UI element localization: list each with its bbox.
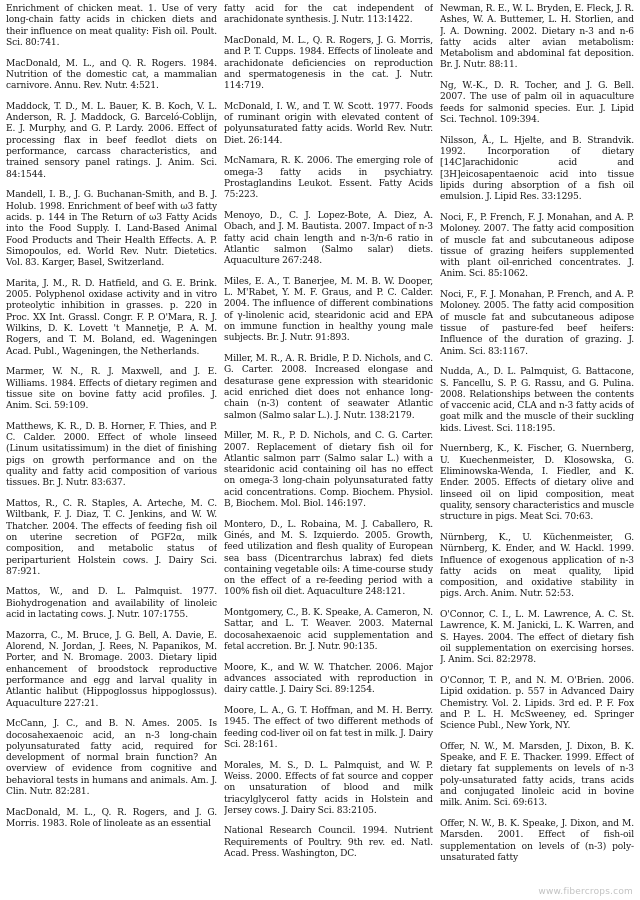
- reference-entry: Miller, M. R., A. R. Bridle, P. D. Nichols, and C. G. Carter. 2008. Increased elongase and desaturase gene expression with stearidonic acid enriched diet does not enhance long-chain (n-3) content of seawater Atlantic salmon (Salmo salar L.). J. Nutr. 138:2179.: [224, 354, 433, 421]
- reference-entry: Mazorra, C., M. Bruce, J. G. Bell, A. Davie, E. Alorend, N. Jordan, J. Rees, N. Papanikos, M. Porter, and N. Bromage. 2003. Dietary lipid enhancement of broodstock reproductive performance and egg and larval quality in Atlantic halibut (Hippoglossus hippoglossus). Aquaculture 227:21.: [6, 630, 217, 709]
- reference-entry: Nuernberg, K., K. Fischer, G. Nuernberg, U. Kuechenmeister, D. Klosowska, G. Eliminowska-Wenda, I. Fiedler, and K. Ender. 2005. Effects of dietary olive and linseed oil on lipid composition, meat quality, sensory characteristics and muscle structure in pigs. Meat Sci. 70:63.: [440, 444, 634, 523]
- reference-page: [6, 4, 634, 896]
- reference-entry: MacDonald, M. L., Q. R. Rogers, J. G. Morris, and P. T. Cupps. 1984. Effects of linoleate and arachidonate deficiencies on reproduction and spermatogenesis in the cat. J. Nutr. 114:719.: [224, 35, 433, 92]
- reference-entry: Matthews, K. R., D. B. Horner, F. Thies, and P. C. Calder. 2000. Effect of whole linseed (Linum usitatissimum) in the diet of finishing pigs on growth performance and on the quality and fatty acid composition of various tissues. Br. J. Nutr. 83:637.: [6, 421, 217, 489]
- reference-entry: McNamara, R. K. 2006. The emerging role of omega-3 fatty acids in psychiatry. Prostaglandins Leukot. Essent. Fatty Acids 75:223.: [224, 156, 433, 201]
- reference-entry: McCann, J. C., and B. N. Ames. 2005. Is docosahexaenoic acid, an n-3 long-chain polyunsaturated fatty acid, required for development of normal brain function? An overview of evidence from cognitive and behavioral tests in humans and animals. Am. J. Clin. Nutr. 82:281.: [6, 719, 217, 798]
- reference-entry: Newman, R. E., W. L. Bryden, E. Fleck, J. R. Ashes, W. A. Buttemer, L. H. Storlien, and J. A. Downing. 2002. Dietary n-3 and n-6 fatty acids alter avian metabolism: Metabolism and abdominal fat deposition. Br. J. Nutr. 88:11.: [440, 4, 634, 71]
- reference-entry: Noci, F., F. J. Monahan, P. French, and A. P. Moloney. 2005. The fatty acid composition of muscle fat and subcutaneous adipose tissue of pasture-fed beef heifers: Influence of the duration of grazing. J. Anim. Sci. 83:1167.: [440, 290, 634, 357]
- reference-entry: Montero, D., L. Robaina, M. J. Caballero, R. Ginés, and M. S. Izquierdo. 2005. Growth, feed utilization and flesh quality of European sea bass (Dicentrarchus labrax) fed diets containing vegetable oils: A time-course study on the effect of a re-feeding period with a 100% fish oil diet. Aquaculture 248:121.: [224, 519, 433, 598]
- reference-entry: fatty acid for the cat independent of arachidonate synthesis. J. Nutr. 113:1422.: [224, 4, 433, 26]
- reference-entry: Nilsson, Å., L. Hjelte, and B. Strandvik. 1992. Incorporation of dietary [14C]arachidonic acid and [3H]eicosapentaenoic acid into tissue lipids during absorption of a fish oil emulsion. J. Lipid Res. 33:1295.: [440, 135, 634, 203]
- reference-entry: MacDonald, M. L., and Q. R. Rogers. 1984. Nutrition of the domestic cat, a mammalian carnivore. Annu. Rev. Nutr. 4:521.: [6, 58, 217, 92]
- reference-entry: McDonald, I. W., and T. W. Scott. 1977. Foods of ruminant origin with elevated content of polyunsaturated fatty acids. World Rev. Nutr. Diet. 26:144.: [224, 101, 433, 146]
- reference-entry: Marita, J. M., R. D. Hatfield, and G. E. Brink. 2005. Polyphenol oxidase activity and in vitro proteolytic inhibition in grasses. p. 220 in Proc. XX Int. Grassl. Congr. F. P. O'Mara, R. J. Wilkins, D. K. Lovett 't Mannetje, P. A. M. Rogers, and T. M. Boland, ed. Wageningen Acad. Publ., Wageningen, the Netherlands.: [6, 278, 217, 357]
- reference-entry: Moore, K., and W. W. Thatcher. 2006. Major advances associated with reproduction in dairy cattle. J. Dairy Sci. 89:1254.: [224, 662, 433, 696]
- reference-entry: Ng, W.-K., D. R. Tocher, and J. G. Bell. 2007. The use of palm oil in aquaculture feeds for salmonid species. Eur. J. Lipid Sci. Technol. 109:394.: [440, 81, 634, 126]
- reference-entry: National Research Council. 1994. Nutrient Requirements of Poultry. 9th rev. ed. Natl. Acad. Press. Washington, DC.: [224, 826, 433, 860]
- reference-entry: Miller, M. R., P. D. Nichols, and C. G. Carter. 2007. Replacement of dietary fish oil for Atlantic salmon parr (Salmo salar L.) with a stearidonic acid containing oil has no effect on omega-3 long-chain polyunsaturated fatty acid concentrations. Comp. Biochem. Physiol. B, Biochem. Mol. Biol. 146:197.: [224, 431, 433, 510]
- reference-entry: Morales, M. S., D. L. Palmquist, and W. P. Weiss. 2000. Effects of fat source and copper on unsaturation of blood and milk triacylglycerol fatty acids in Holstein and Jersey cows. J. Dairy Sci. 83:2105.: [224, 760, 433, 816]
- reference-entry: Nudda, A., D. L. Palmquist, G. Battacone, S. Fancellu, S. P. G. Rassu, and G. Pulina. 2008. Relationships between the contents of vaccenic acid, CLA and n-3 fatty acids of goat milk and the muscle of their suckling kids. Livest. Sci. 118:195.: [440, 367, 634, 434]
- reference-entry: Offer, N. W., B. K. Speake, J. Dixon, and M. Marsden. 2001. Effect of fish-oil supplementation on levels of (n-3) poly-unsaturated fatty: [440, 819, 634, 863]
- reference-entry: Maddock, T. D., M. L. Bauer, K. B. Koch, V. L. Anderson, R. J. Maddock, G. Barceló-Coblijn, E. J. Murphy, and G. P. Lardy. 2006. Effect of processing flax in beef feedlot diets on performance, carcass characteristics, and trained sensory panel ratings. J. Anim. Sci. 84:1544.: [6, 101, 217, 180]
- reference-column-left: [6, 4, 217, 896]
- reference-entry: Noci, F., P. French, F. J. Monahan, and A. P. Moloney. 2007. The fatty acid composition of muscle fat and subcutaneous adipose tissue of grazing heifers supplemented with plant oil-enriched concentrates. J. Anim. Sci. 85:1062.: [440, 212, 634, 280]
- reference-entry: Mattos, R., C. R. Staples, A. Arteche, M. C. Wiltbank, F. J. Diaz, T. C. Jenkins, and W. W. Thatcher. 2004. The effects of feeding fish oil on uterine secretion of PGF2α, milk composition, and metabolic status of periparturient Holstein cows. J. Dairy Sci. 87:921.: [6, 499, 217, 577]
- reference-entry: Menoyo, D., C. J. Lopez-Bote, A. Diez, A. Obach, and J. M. Bautista. 2007. Impact of n-3 fatty acid chain length and n-3/n-6 ratio in Atlantic salmon (Salmo salar) diets. Aquaculture 267:248.: [224, 211, 433, 267]
- reference-entry: Marmer, W. N., R. J. Maxwell, and J. E. Williams. 1984. Effects of dietary regimen and tissue site on bovine fatty acid profiles. J. Anim. Sci. 59:109.: [6, 367, 217, 412]
- reference-entry: Offer, N. W., M. Marsden, J. Dixon, B. K. Speake, and F. E. Thacker. 1999. Effect of dietary fat supplements on levels of n-3 poly-unsaturated fatty acids, trans acids and conjugated linoleic acid in bovine milk. Anim. Sci. 69:613.: [440, 741, 634, 809]
- reference-entry: Mandell, I. B., J. G. Buchanan-Smith, and B. J. Holub. 1998. Enrichment of beef with ω3 fatty acids. p. 144 in The Return of ω3 Fatty Acids into the Food Supply. I. Land-Based Animal Food Products and Their Health Effects. A. P. Simopoulos, ed. World Rev. Nutr. Dietetics. Vol. 83. Karger, Basel, Switzerland.: [6, 190, 217, 269]
- reference-entry: MacDonald, M. L., Q. R. Rogers, and J. G. Morris. 1983. Role of linoleate as an essential: [6, 807, 217, 829]
- reference-entry: O'Connor, C. I., L. M. Lawrence, A. C. St. Lawrence, K. M. Janicki, L. K. Warren, and S. Hayes. 2004. The effect of dietary fish oil supplementation on exercising horses. J. Anim. Sci. 82:2978.: [440, 610, 634, 666]
- reference-column-right: [440, 4, 634, 896]
- reference-entry: Mattos, W., and D. L. Palmquist. 1977. Biohydrogenation and availability of linoleic acid in lactating cows. J. Nutr. 107:1755.: [6, 587, 217, 621]
- reference-entry: Miles, E. A., T. Banerjee, M. M. B. W. Dooper, L. M'Rabet, Y. M. F. Graus, and P. C. Calder. 2004. The influence of different combinations of γ-linolenic acid, stearidonic acid and EPA on immune function in healthy young male subjects. Br. J. Nutr. 91:893.: [224, 276, 433, 344]
- reference-entry: Enrichment of chicken meat. 1. Use of very long-chain fatty acids in chicken diets and their influence on meat quality: Fish oil. Poult. Sci. 80:741.: [6, 4, 217, 48]
- reference-entry: O'Connor, T. P., and N. M. O'Brien. 2006. Lipid oxidation. p. 557 in Advanced Dairy Chemistry. Vol. 2. Lipids. 3rd ed. P. F. Fox and P. L. H. McSweeney, ed. Springer Science Publ., New York, NY.: [440, 675, 634, 732]
- site-watermark: www.fibercrops.com: [538, 887, 633, 897]
- reference-entry: Nürnberg, K., U. Küchenmeister, G. Nürnberg, K. Ender, and W. Hackl. 1999. Influence of exogenous application of n-3 fatty acids on meat quality, lipid composition, and oxidative stability in pigs. Arch. Anim. Nutr. 52:53.: [440, 532, 634, 600]
- reference-column-middle: [224, 4, 433, 896]
- reference-entry: Montgomery, C., B. K. Speake, A. Cameron, N. Sattar, and L. T. Weaver. 2003. Maternal docosahexaenoic acid supplementation and fetal accretion. Br. J. Nutr. 90:135.: [224, 608, 433, 653]
- reference-entry: Moore, L. A., G. T. Hoffman, and M. H. Berry. 1945. The effect of two different methods of feeding cod-liver oil on fat test in milk. J. Dairy Sci. 28:161.: [224, 706, 433, 750]
